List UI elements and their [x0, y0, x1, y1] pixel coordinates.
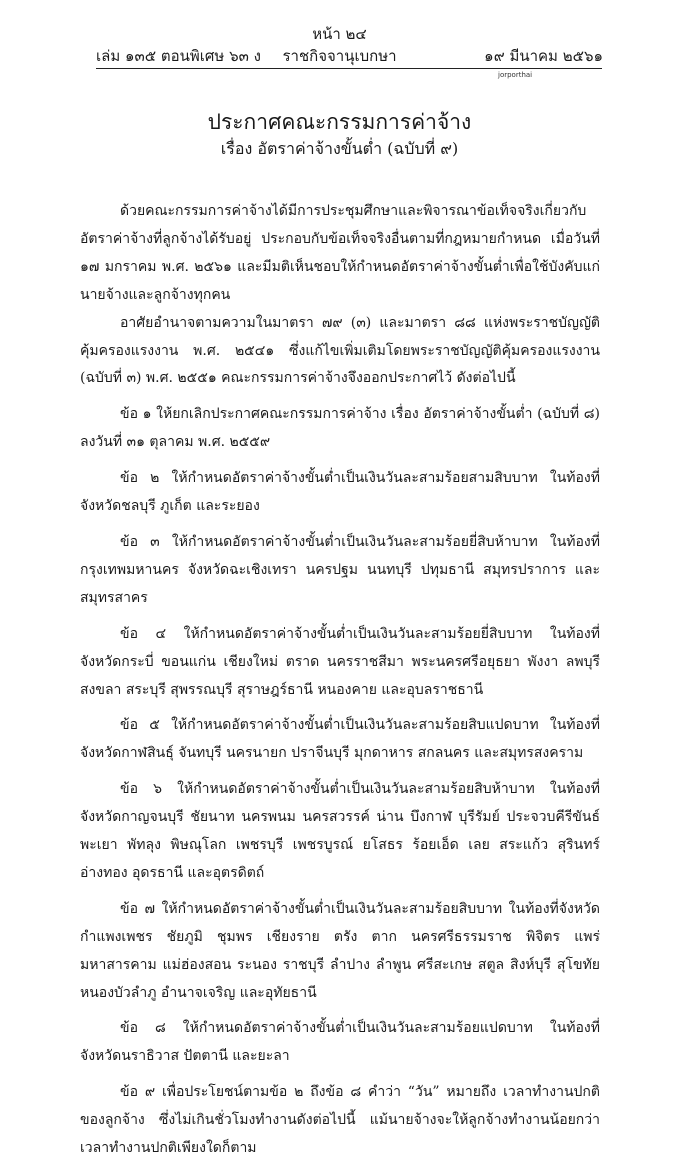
clause-7: ข้อ ๗ ให้กำหนดอัตราค่าจ้างขั้นต่ำเป็นเงินวันละสามร้อยสิบบาท ในท้องที่จังหวัดกำแพงเพชร ชัยภูมิ ชุมพร เชียงราย ตรัง ตาก นครศรีธรรมราช พิจิตร แพร่ มหาสารคาม แม่ฮ่องสอน ระนอง ราชบุรี ลำปาง ลำพูน ศรีสะเกษ สตูล สิงห์บุรี สุโขทัย หนองบัวลำภู อำนาจเจริญ และอุทัยธานี	[80, 900, 600, 1001]
publication-date: ๑๙ มีนาคม ๒๕๖๑	[484, 47, 603, 65]
clause-6: ข้อ ๖ ให้กำหนดอัตราค่าจ้างขั้นต่ำเป็นเงินวันละสามร้อยสิบห้าบาท ในท้องที่จังหวัดกาญจนบุรี ชัยนาท นครพนม นครสวรรค์ น่าน บึงกาฬ บุรีรัมย์ ประจวบคีรีขันธ์ พะเยา พัทลุง พิษณุโลก เพชรบุรี เพชรบูรณ์ ยโสธร ร้อยเอ็ด เลย สระแก้ว สุรินทร์ อ่างทอง อุดรธานี และอุตรดิตถ์	[80, 781, 600, 881]
announcement-title: ประกาศคณะกรรมการค่าจ้าง	[207, 110, 472, 134]
clause-8: ข้อ ๘ ให้กำหนดอัตราค่าจ้างขั้นต่ำเป็นเงินวันละสามร้อยแปดบาท ในท้องที่จังหวัดนราธิวาส ปัตตานี และยะลา	[80, 1020, 600, 1065]
clause-2: ข้อ ๒ ให้กำหนดอัตราค่าจ้างขั้นต่ำเป็นเงินวันละสามร้อยสามสิบบาท ในท้องที่จังหวัดชลบุรี ภูเก็ต และระยอง	[80, 470, 600, 515]
announcement-body	[80, 198, 600, 1163]
paragraph-preamble: ด้วยคณะกรรมการค่าจ้างได้มีการประชุมศึกษาและพิจารณาข้อเท็จจริงเกี่ยวกับอัตราค่าจ้างที่ลูกจ้างได้รับอยู่ ประกอบกับข้อเท็จจริงอื่นตามที่กฎหมายกำหนด เมื่อวันที่ ๑๗ มกราคม พ.ศ. ๒๕๖๑ และมีมติเห็นชอบให้กำหนดอัตราค่าจ้างขั้นต่ำเพื่อใช้บังคับแก่นายจ้างและลูกจ้างทุกคน	[80, 203, 600, 303]
gazette-name: ราชกิจจานุเบกษา	[282, 47, 397, 65]
header-divider	[96, 68, 602, 69]
volume-info: เล่ม ๑๓๕ ตอนพิเศษ ๖๓ ง	[96, 47, 261, 65]
watermark-stamp: jorporthai	[498, 71, 533, 79]
clause-1: ข้อ ๑ ให้ยกเลิกประกาศคณะกรรมการค่าจ้าง เรื่อง อัตราค่าจ้างขั้นต่ำ (ฉบับที่ ๘) ลงวันที่ ๓๑ ตุลาคม พ.ศ. ๒๕๕๙	[80, 406, 600, 451]
clause-3: ข้อ ๓ ให้กำหนดอัตราค่าจ้างขั้นต่ำเป็นเงินวันละสามร้อยยี่สิบห้าบาท ในท้องที่กรุงเทพมหานคร จังหวัดฉะเชิงเทรา นครปฐม นนทบุรี ปทุมธานี สมุทรปราการ และสมุทรสาคร	[80, 533, 600, 606]
clause-4: ข้อ ๔ ให้กำหนดอัตราค่าจ้างขั้นต่ำเป็นเงินวันละสามร้อยยี่สิบบาท ในท้องที่จังหวัดกระบี่ ขอนแก่น เชียงใหม่ ตราด นครราชสีมา พระนครศรีอยุธยา พังงา ลพบุรี สงขลา สระบุรี สุพรรณบุรี สุราษฎร์ธานี หนองคาย และอุบลราชธานี	[80, 625, 600, 698]
paragraph-authority: อาศัยอำนาจตามความในมาตรา ๗๙ (๓) และมาตรา ๘๘ แห่งพระราชบัญญัติคุ้มครองแรงงาน พ.ศ. ๒๕๔๑ ซึ่งแก้ไขเพิ่มเติมโดยพระราชบัญญัติคุ้มครองแรงงาน (ฉบับที่ ๓) พ.ศ. ๒๕๕๑ คณะกรรมการค่าจ้างจึงออกประกาศไว้ ดังต่อไปนี้	[80, 314, 600, 387]
clause-5: ข้อ ๕ ให้กำหนดอัตราค่าจ้างขั้นต่ำเป็นเงินวันละสามร้อยสิบแปดบาท ในท้องที่จังหวัดกาฬสินธุ์ จันทบุรี นครนายก ปราจีนบุรี มุกดาหาร สกลนคร และสมุทรสงคราม	[80, 717, 600, 762]
clause-9: ข้อ ๙ เพื่อประโยชน์ตามข้อ ๒ ถึงข้อ ๘ คำว่า “วัน” หมายถึง เวลาทำงานปกติของลูกจ้าง ซึ่งไม่เกินชั่วโมงทำงานดังต่อไปนี้ แม้นายจ้างจะให้ลูกจ้างทำงานน้อยกว่าเวลาทำงานปกติเพียงใดก็ตาม	[80, 1084, 600, 1157]
page-number: หน้า ๒๔	[312, 25, 367, 43]
announcement-subject: เรื่อง อัตราค่าจ้างขั้นต่ำ (ฉบับที่ ๙)	[220, 139, 459, 158]
